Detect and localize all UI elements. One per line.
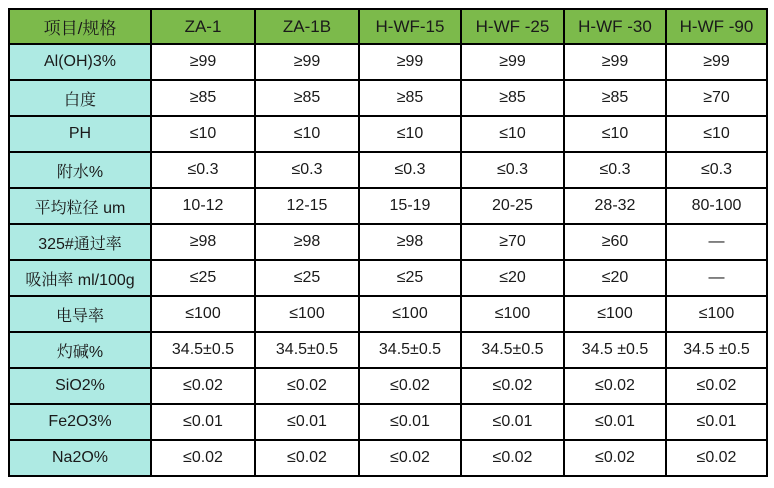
cell: ≤100: [151, 296, 255, 332]
column-header-6: H-WF -90: [666, 9, 767, 44]
cell: ≤0.02: [151, 368, 255, 404]
cell: ≥85: [255, 80, 359, 116]
column-header-0: 项目/规格: [9, 9, 151, 44]
cell: ≥85: [151, 80, 255, 116]
table-row: [9, 296, 767, 332]
cell: ≤0.02: [564, 440, 666, 476]
cell: ≤0.3: [564, 152, 666, 188]
cell: ≤0.02: [255, 440, 359, 476]
table-row: [9, 224, 767, 260]
cell: ≥70: [461, 224, 564, 260]
cell: 20-25: [461, 188, 564, 224]
cell: ≤0.01: [151, 404, 255, 440]
cell: ≤0.02: [666, 368, 767, 404]
cell: ≤100: [255, 296, 359, 332]
cell: ≤0.01: [666, 404, 767, 440]
cell: ≤0.3: [255, 152, 359, 188]
cell: ≤0.01: [359, 404, 461, 440]
table-row: [9, 260, 767, 296]
table-header: [9, 9, 767, 44]
cell: ≤20: [564, 260, 666, 296]
cell: ≤0.02: [151, 440, 255, 476]
row-label: 325#通过率: [9, 224, 151, 260]
table-row: [9, 404, 767, 440]
header-row: [9, 9, 767, 44]
cell: ≤0.02: [359, 440, 461, 476]
cell: ≥70: [666, 80, 767, 116]
cell: ≤10: [151, 116, 255, 152]
cell: ≤100: [461, 296, 564, 332]
cell: 10-12: [151, 188, 255, 224]
row-label: PH: [9, 116, 151, 152]
row-label: 电导率: [9, 296, 151, 332]
table-row: [9, 332, 767, 368]
cell: ≤0.3: [461, 152, 564, 188]
cell: ≤0.02: [461, 440, 564, 476]
row-label: Fe2O3%: [9, 404, 151, 440]
table-row: [9, 152, 767, 188]
cell: ≤25: [359, 260, 461, 296]
cell: ≤0.01: [255, 404, 359, 440]
cell: ≤10: [255, 116, 359, 152]
cell: ≤0.02: [666, 440, 767, 476]
cell: 34.5±0.5: [255, 332, 359, 368]
cell: ≥98: [359, 224, 461, 260]
cell: 34.5±0.5: [461, 332, 564, 368]
table-row: [9, 44, 767, 80]
row-label: 吸油率 ml/100g: [9, 260, 151, 296]
cell: —: [666, 260, 767, 296]
cell: ≥98: [255, 224, 359, 260]
cell: ≤10: [666, 116, 767, 152]
cell: ≥98: [151, 224, 255, 260]
cell: ≥99: [461, 44, 564, 80]
cell: ≤20: [461, 260, 564, 296]
cell: ≤10: [564, 116, 666, 152]
row-label: 白度: [9, 80, 151, 116]
row-label: Al(OH)3%: [9, 44, 151, 80]
cell: ≤0.01: [461, 404, 564, 440]
cell: ≤0.02: [564, 368, 666, 404]
spec-table: [8, 8, 768, 477]
cell: ≤25: [255, 260, 359, 296]
row-label: 平均粒径 um: [9, 188, 151, 224]
row-label: 灼碱%: [9, 332, 151, 368]
cell: ≥99: [564, 44, 666, 80]
cell: ≥99: [359, 44, 461, 80]
table-row: [9, 80, 767, 116]
cell: ≤100: [666, 296, 767, 332]
table-row: [9, 188, 767, 224]
cell: ≤100: [359, 296, 461, 332]
cell: ≤0.02: [255, 368, 359, 404]
table-row: [9, 368, 767, 404]
column-header-4: H-WF -25: [461, 9, 564, 44]
cell: 12-15: [255, 188, 359, 224]
column-header-3: H-WF-15: [359, 9, 461, 44]
cell: ≥99: [151, 44, 255, 80]
table-row: [9, 116, 767, 152]
cell: ≥85: [461, 80, 564, 116]
cell: ≤0.3: [666, 152, 767, 188]
cell: 28-32: [564, 188, 666, 224]
row-label: SiO2%: [9, 368, 151, 404]
cell: ≤0.01: [564, 404, 666, 440]
cell: ≤0.02: [359, 368, 461, 404]
cell: ≥99: [255, 44, 359, 80]
cell: ≤100: [564, 296, 666, 332]
row-label: Na2O%: [9, 440, 151, 476]
cell: 34.5 ±0.5: [666, 332, 767, 368]
column-header-2: ZA-1B: [255, 9, 359, 44]
table-body: [9, 44, 767, 476]
cell: 34.5±0.5: [359, 332, 461, 368]
column-header-1: ZA-1: [151, 9, 255, 44]
cell: ≤25: [151, 260, 255, 296]
cell: ≥99: [666, 44, 767, 80]
cell: —: [666, 224, 767, 260]
cell: ≤0.3: [151, 152, 255, 188]
cell: ≥60: [564, 224, 666, 260]
cell: ≤10: [461, 116, 564, 152]
cell: 15-19: [359, 188, 461, 224]
cell: 34.5±0.5: [151, 332, 255, 368]
cell: ≤0.02: [461, 368, 564, 404]
cell: ≤0.3: [359, 152, 461, 188]
cell: ≥85: [359, 80, 461, 116]
cell: 80-100: [666, 188, 767, 224]
cell: 34.5 ±0.5: [564, 332, 666, 368]
row-label: 附水%: [9, 152, 151, 188]
cell: ≥85: [564, 80, 666, 116]
cell: ≤10: [359, 116, 461, 152]
table-row: [9, 440, 767, 476]
column-header-5: H-WF -30: [564, 9, 666, 44]
